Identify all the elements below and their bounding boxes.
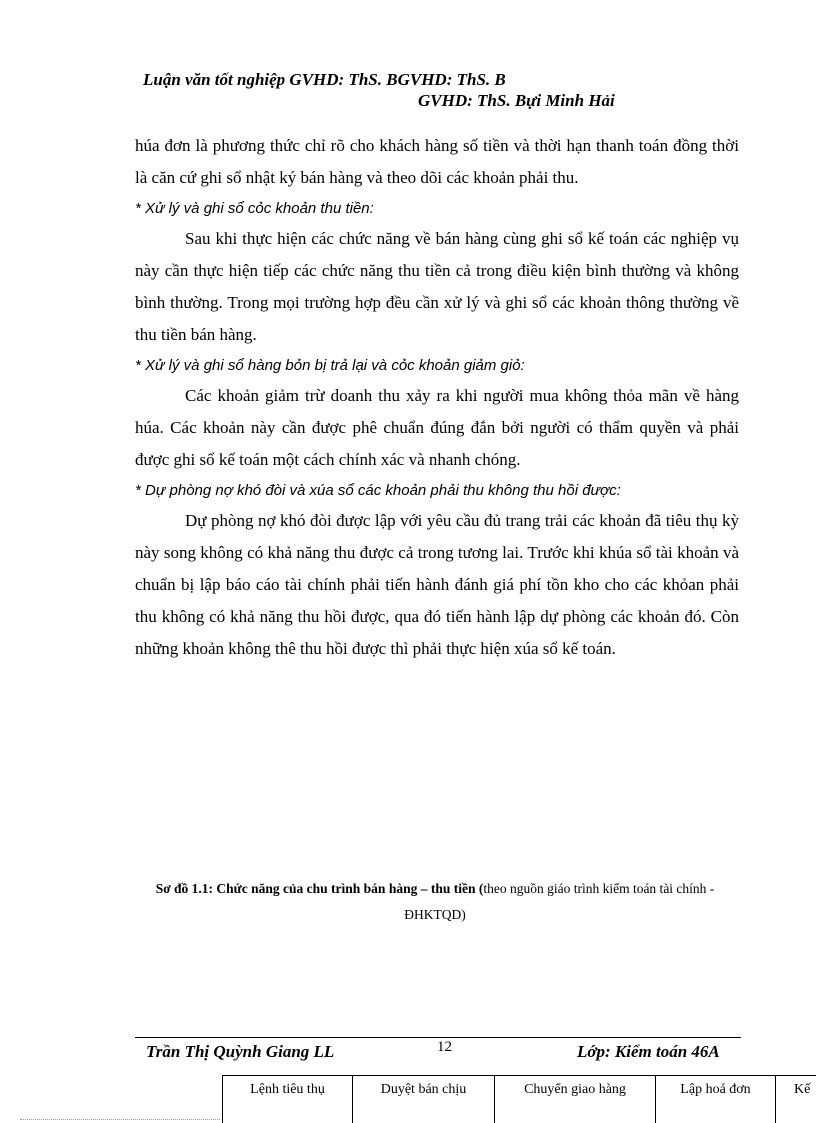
subheading-1: * Xử lý và ghi sổ cỏc khoản thu tiền: xyxy=(135,200,374,217)
footer-author: Trần Thị Quỳnh Giang LL xyxy=(146,1042,335,1061)
diagram-boxes xyxy=(222,1075,816,1123)
paragraph-3: Các khoản giảm trừ doanh thu xảy ra khi người mua không thỏa mãn về hàng húa. Các khoản này cần được phê chuẩn đúng đắn bởi người có thẩm quyền và phải được ghi sổ kế toán một cách chính xác và nhanh chóng. xyxy=(135,386,739,469)
subheading-3: * Dự phòng nợ khó đòi và xúa sổ các khoản phải thu không thu hồi được: xyxy=(135,482,621,499)
diagram-box-4: Lập hoá đơn xyxy=(655,1075,776,1123)
subheading-2: * Xử lý và ghi sổ hàng bỏn bị trả lại và cỏc khoản giảm giỏ: xyxy=(135,357,525,374)
diagram-box-5: Kế xyxy=(775,1075,816,1123)
page-number: 12 xyxy=(437,1039,452,1055)
diagram-box-1: Lệnh tiêu thụ xyxy=(222,1075,353,1123)
paragraph-4: Dự phòng nợ khó đòi được lập với yêu cầu đủ trang trải các khoản đã tiêu thụ kỳ này song không có khả năng thu được cả trong tương lai. Trước khi khúa sổ tài khoản và chuẩn bị lập báo cáo tài chính phải tiến hành đánh giá phí tồn kho cho các khỏan phải thu không có khả năng thu hồi được, qua đó tiến hành lập dự phòng các khoản đó. Còn những khoản không thê thu hồi được thì phải thực hiện xúa sổ kế toán. xyxy=(135,511,739,658)
caption-normal: theo nguồn giáo trình kiểm toán tài chính - ĐHKTQD) xyxy=(404,881,715,922)
diagram-caption xyxy=(140,876,730,928)
footer-class: Lớp: Kiểm toán 46A xyxy=(577,1042,720,1061)
diagram-box-3: Chuyển giao hàng xyxy=(494,1075,656,1123)
body-text xyxy=(135,130,739,665)
paragraph-1: húa đơn là phương thức chỉ rõ cho khách hàng số tiền và thời hạn thanh toán đồng thời là căn cứ ghi sổ nhật ký bán hàng và theo dõi các khoản phải thu. xyxy=(135,136,739,187)
paragraph-2: Sau khi thực hiện các chức năng về bán hàng cùng ghi sổ kế toán các nghiệp vụ này cần thực hiện tiếp các chức năng thu tiền cả trong điều kiện bình thường và không bình thường. Trong mọi trường hợp đều cần xử lý và ghi sổ các khoản thông thường về thu tiền bán hàng. xyxy=(135,229,739,344)
header-line-2: GVHD: ThS. Bựi Minh Hải xyxy=(418,91,615,110)
diagram-box-2: Duyệt bán chịu xyxy=(352,1075,495,1123)
footer-divider xyxy=(135,1037,741,1038)
dotted-line xyxy=(20,1119,220,1120)
header-line-1: Luận văn tốt nghiệp GVHD: ThS. BGVHD: ThS. B xyxy=(143,70,506,89)
caption-bold: Sơ đồ 1.1: Chức năng của chu trình bán hàng – thu tiền ( xyxy=(155,881,484,896)
